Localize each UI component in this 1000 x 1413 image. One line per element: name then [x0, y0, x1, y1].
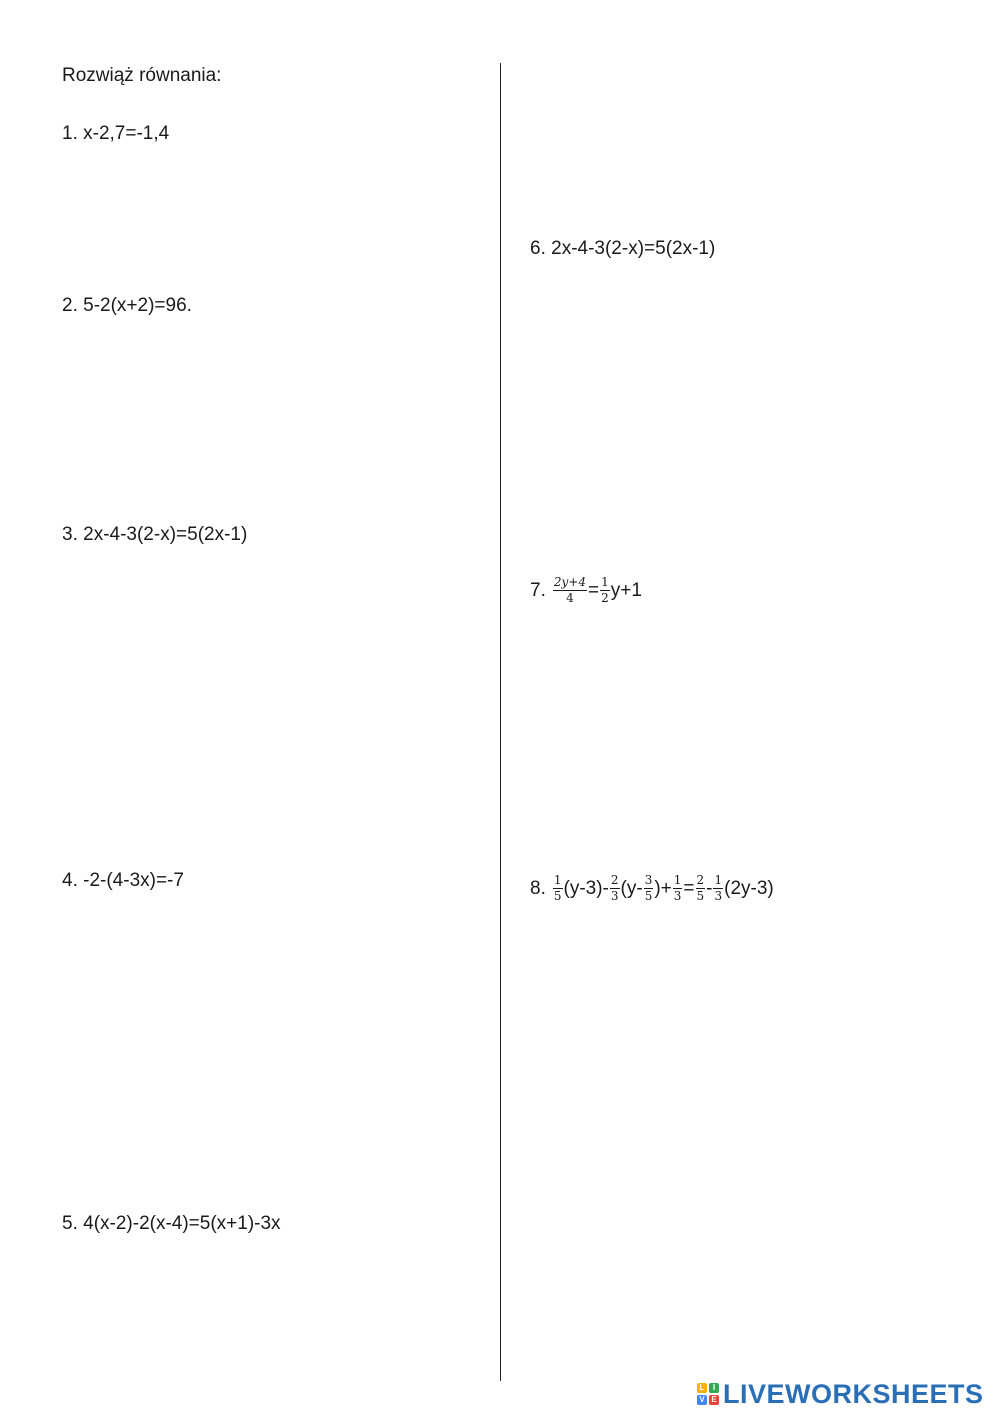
logo-mark-icon	[697, 1383, 719, 1405]
equation-8	[530, 874, 774, 903]
fraction	[673, 874, 683, 903]
equation-2: 2. 5-2(x+2)=96.	[62, 295, 192, 316]
fraction	[713, 874, 723, 903]
fraction-denominator: 4	[566, 591, 574, 605]
fraction-numerator: 2	[696, 873, 705, 887]
fraction	[553, 576, 587, 605]
fraction-numerator: 1	[553, 873, 562, 887]
logo-mark-cell: L	[697, 1383, 707, 1393]
fraction-denominator: 5	[553, 889, 562, 903]
equation-4: 4. -2-(4-3x)=-7	[62, 870, 184, 891]
fraction-numerator: 1	[673, 873, 682, 887]
fraction-denominator: 3	[610, 889, 619, 903]
fraction	[553, 874, 563, 903]
equation-8-term: -	[706, 877, 713, 899]
equals-sign: =	[587, 579, 600, 601]
equation-8-term: =	[683, 877, 695, 899]
equation-6: 6. 2x-4-3(2-x)=5(2x-1)	[530, 238, 716, 259]
fraction-denominator: 3	[714, 889, 723, 903]
logo-mark-cell: I	[709, 1383, 719, 1393]
equation-5: 5. 4(x-2)-2(x-4)=5(x+1)-3x	[62, 1213, 281, 1234]
fraction-denominator: 5	[696, 889, 705, 903]
equation-8-term: (y-	[620, 877, 643, 899]
equation-8-term: (2y-3)	[724, 877, 774, 899]
fraction-numerator: 1	[601, 575, 609, 589]
logo-text: LIVEWORKSHEETS	[723, 1378, 984, 1409]
fraction-denominator: 3	[673, 889, 682, 903]
fraction-numerator: 3	[644, 873, 653, 887]
equation-7-number: 7.	[530, 579, 546, 601]
equation-3: 3. 2x-4-3(2-x)=5(2x-1)	[62, 524, 248, 545]
fraction-denominator: 5	[644, 889, 653, 903]
fraction-numerator: 2y+4	[553, 575, 586, 589]
fraction-numerator: 2	[610, 873, 619, 887]
equation-7-tail: y+1	[610, 579, 642, 601]
fraction-denominator: 2	[601, 591, 609, 605]
logo-mark-cell: E	[709, 1395, 719, 1405]
logo-mark-cell: V	[697, 1395, 707, 1405]
fraction	[644, 874, 654, 903]
liveworksheets-logo	[697, 1378, 984, 1410]
equation-7	[530, 576, 642, 605]
equation-8-term: )+	[654, 877, 672, 899]
fraction	[600, 576, 610, 605]
column-divider	[500, 63, 501, 1381]
fraction	[696, 874, 706, 903]
equation-1: 1. x-2,7=-1,4	[62, 123, 170, 144]
worksheet-heading: Rozwiąż równania:	[62, 65, 222, 86]
equation-8-term: (y-3)-	[563, 877, 609, 899]
fraction	[610, 874, 620, 903]
equation-8-number: 8.	[530, 877, 546, 899]
fraction-numerator: 1	[714, 873, 723, 887]
